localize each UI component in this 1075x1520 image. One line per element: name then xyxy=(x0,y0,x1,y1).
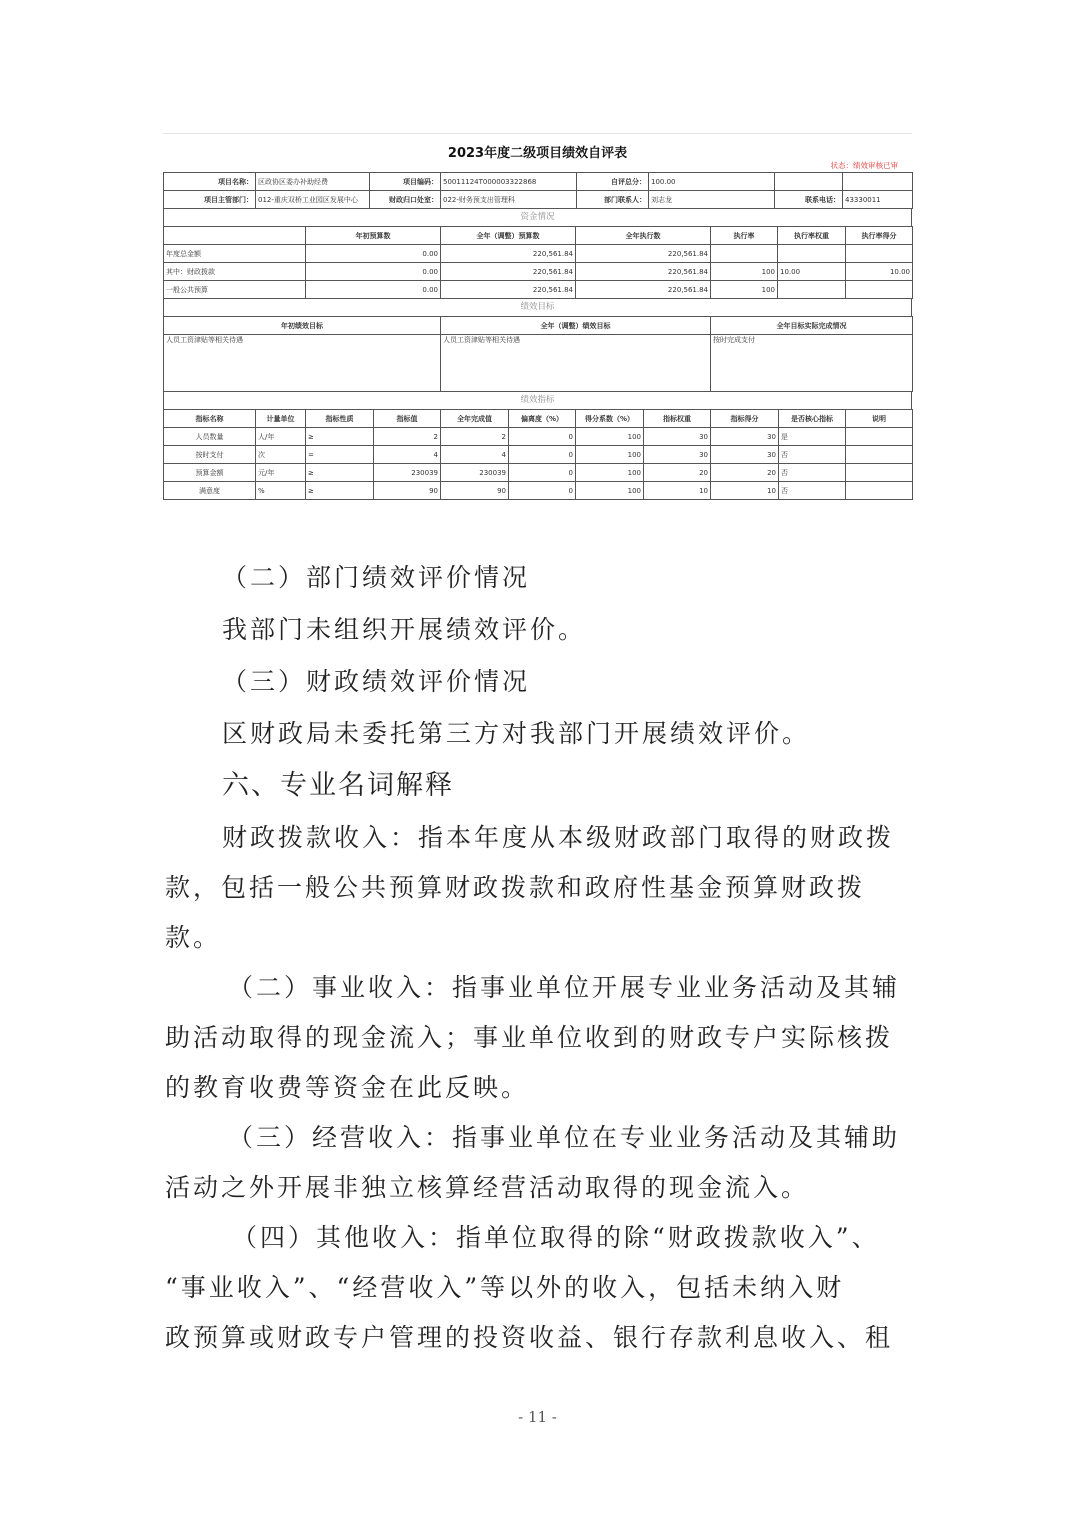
funds-cell: 100 xyxy=(711,281,778,299)
goals-header: 全年（调整）绩效目标 xyxy=(441,317,711,335)
funds-header: 执行率得分 xyxy=(846,227,913,245)
paragraph-line: “事业收入”、“经营收入”等以外的收入，包括未纳入财 xyxy=(165,1273,845,1302)
project-name-label: 项目名称： xyxy=(164,173,256,191)
indicator-cell: 0 xyxy=(509,464,576,482)
phone-label: 联系电话： xyxy=(775,191,843,209)
goals-header-row xyxy=(164,317,913,335)
dept-label: 项目主管部门： xyxy=(164,191,256,209)
funds-cell: 10.00 xyxy=(846,263,913,281)
dept-value: 012-重庆双桥工业园区发展中心 xyxy=(256,191,370,209)
paragraph-line: 款。 xyxy=(165,923,222,952)
indicator-cell: 10 xyxy=(711,482,779,500)
indicator-cell: ≥ xyxy=(306,482,374,500)
indicator-header: 指标名称 xyxy=(164,410,256,428)
goals-row xyxy=(164,335,913,392)
funds-header: 年初预算数 xyxy=(306,227,441,245)
indicator-cell: 按时支付 xyxy=(164,446,256,464)
funds-cell: 220,561.84 xyxy=(576,263,711,281)
office-label: 财政归口处室： xyxy=(370,191,441,209)
indicator-cell: 30 xyxy=(711,428,779,446)
status-label: 状态：绩效审核已审 xyxy=(830,161,898,170)
page-number: - 11 - xyxy=(518,1408,557,1426)
indicator-row xyxy=(164,464,913,482)
indicator-cell: 2 xyxy=(374,428,441,446)
project-code-value: 50011124T000003322868 xyxy=(441,173,577,191)
goal-actual: 按时完成支付 xyxy=(711,335,913,392)
indicator-header: 计量单位 xyxy=(256,410,306,428)
indicator-cell xyxy=(846,446,913,464)
funds-header: 全年执行数 xyxy=(576,227,711,245)
indicator-row xyxy=(164,446,913,464)
indicator-cell: 100 xyxy=(576,482,644,500)
funds-cell xyxy=(778,245,846,263)
contact-label: 部门联系人： xyxy=(577,191,649,209)
info-empty-cell xyxy=(843,173,913,191)
funds-cell: 220,561.84 xyxy=(441,263,576,281)
indicator-cell: 230039 xyxy=(441,464,509,482)
indicator-cell: 30 xyxy=(711,446,779,464)
funds-cell: 0.00 xyxy=(306,245,441,263)
funds-cell xyxy=(711,245,778,263)
funds-cell: 100 xyxy=(711,263,778,281)
indicator-header: 得分系数（%） xyxy=(576,410,644,428)
indicator-cell: 0 xyxy=(509,428,576,446)
funds-cell: 年度总金额 xyxy=(164,245,306,263)
info-empty-cell xyxy=(775,173,843,191)
indicator-cell: 满意度 xyxy=(164,482,256,500)
indicator-cell: = xyxy=(306,446,374,464)
funds-header: 执行率 xyxy=(711,227,778,245)
indicator-cell: 4 xyxy=(441,446,509,464)
section-heading-terms: 六、专业名词解释 xyxy=(222,770,454,801)
indicator-header: 指标值 xyxy=(374,410,441,428)
funds-cell: 其中：财政拨款 xyxy=(164,263,306,281)
indicator-header: 指标权重 xyxy=(644,410,711,428)
indicator-cell: 100 xyxy=(576,428,644,446)
sheet-title: 2023年度二级项目绩效自评表 xyxy=(447,146,628,161)
indicator-row xyxy=(164,482,913,500)
indicator-cell: 否 xyxy=(779,464,846,482)
indicator-cell: 元/年 xyxy=(256,464,306,482)
funds-cell: 220,561.84 xyxy=(576,245,711,263)
indicator-cell: 预算金额 xyxy=(164,464,256,482)
paragraph-line: 政预算或财政专户管理的投资收益、银行存款利息收入、租 xyxy=(165,1323,894,1352)
project-name-value: 区政协区委办补助经费 xyxy=(256,173,370,191)
indicator-cell: 否 xyxy=(779,446,846,464)
indicator-cell: % xyxy=(256,482,306,500)
goal-initial: 人员工资津贴等相关待遇 xyxy=(164,335,441,392)
indicators-header-row xyxy=(164,410,913,428)
paragraph-line: 财政拨款收入：指本年度从本级财政部门取得的财政拨 xyxy=(222,823,895,852)
funds-cell: 0.00 xyxy=(306,263,441,281)
indicator-cell: 90 xyxy=(441,482,509,500)
subheading-dept-evaluation: （二）部门绩效评价情况 xyxy=(222,563,531,592)
indicator-cell: 20 xyxy=(644,464,711,482)
funds-header: 执行率权重 xyxy=(778,227,846,245)
goal-adjusted: 人员工资津贴等相关待遇 xyxy=(441,335,711,392)
indicator-cell: 次 xyxy=(256,446,306,464)
indicator-cell: 20 xyxy=(711,464,779,482)
indicator-cell: 30 xyxy=(644,428,711,446)
funds-section-title: 资金情况 xyxy=(163,209,912,226)
paragraph-line: （四）其他收入：指单位取得的除“财政拨款收入”、 xyxy=(232,1223,880,1252)
funds-row xyxy=(164,245,913,263)
contact-value: 刘志龙 xyxy=(649,191,775,209)
funds-header-row xyxy=(164,227,913,245)
indicator-cell xyxy=(846,428,913,446)
goals-table xyxy=(163,316,913,392)
indicator-cell: 人员数量 xyxy=(164,428,256,446)
funds-cell: 220,561.84 xyxy=(441,245,576,263)
funds-cell: 220,561.84 xyxy=(576,281,711,299)
indicator-cell: 30 xyxy=(644,446,711,464)
info-row-2 xyxy=(164,191,913,209)
funds-cell xyxy=(846,245,913,263)
goals-header: 年初绩效目标 xyxy=(164,317,441,335)
paragraph-line: （二）事业收入：指事业单位开展专业业务活动及其辅 xyxy=(228,973,901,1002)
paragraph-line: 助活动取得的现金流入；事业单位收到的财政专户实际核拨 xyxy=(165,1023,894,1052)
paragraph: 我部门未组织开展绩效评价。 xyxy=(222,615,587,644)
paragraph-line: 的教育收费等资金在此反映。 xyxy=(165,1073,530,1102)
indicators-table xyxy=(163,409,913,500)
indicators-section-title: 绩效指标 xyxy=(163,392,912,409)
indicator-cell: 90 xyxy=(374,482,441,500)
indicator-header: 说明 xyxy=(846,410,913,428)
office-value: 022-财务预支出管理科 xyxy=(441,191,577,209)
project-code-label: 项目编码： xyxy=(370,173,441,191)
paragraph-line: （三）经营收入：指事业单位在专业业务活动及其辅助 xyxy=(228,1123,901,1152)
indicator-cell: 10 xyxy=(644,482,711,500)
indicator-header: 指标性质 xyxy=(306,410,374,428)
funds-cell: 10.00 xyxy=(778,263,846,281)
indicator-cell xyxy=(846,482,913,500)
indicator-cell: 否 xyxy=(779,482,846,500)
indicator-cell: 是 xyxy=(779,428,846,446)
indicator-header: 全年完成值 xyxy=(441,410,509,428)
indicator-header: 偏离度（%） xyxy=(509,410,576,428)
indicator-cell: ≥ xyxy=(306,428,374,446)
indicator-cell: 0 xyxy=(509,482,576,500)
funds-cell: 一般公共预算 xyxy=(164,281,306,299)
subheading-finance-evaluation: （三）财政绩效评价情况 xyxy=(222,667,531,696)
indicator-cell: 4 xyxy=(374,446,441,464)
indicator-cell: 人/年 xyxy=(256,428,306,446)
self-score-value: 100.00 xyxy=(649,173,775,191)
indicator-cell: 100 xyxy=(576,446,644,464)
paragraph-line: 款，包括一般公共预算财政拨款和政府性基金预算财政拨 xyxy=(165,873,866,902)
indicator-cell: 230039 xyxy=(374,464,441,482)
goals-section-title: 绩效目标 xyxy=(163,299,912,316)
funds-cell: 220,561.84 xyxy=(441,281,576,299)
goals-header: 全年目标实际完成情况 xyxy=(711,317,913,335)
indicator-cell: 2 xyxy=(441,428,509,446)
indicator-header: 是否核心指标 xyxy=(779,410,846,428)
performance-self-evaluation-sheet xyxy=(163,133,912,500)
funds-row xyxy=(164,281,913,299)
indicator-cell xyxy=(846,464,913,482)
info-row-1 xyxy=(164,173,913,191)
self-score-label: 自评总分： xyxy=(577,173,649,191)
funds-table xyxy=(163,226,913,299)
funds-header: 全年（调整）预算数 xyxy=(441,227,576,245)
funds-row xyxy=(164,263,913,281)
funds-header xyxy=(164,227,306,245)
indicator-row xyxy=(164,428,913,446)
indicator-header: 指标得分 xyxy=(711,410,779,428)
paragraph: 区财政局未委托第三方对我部门开展绩效评价。 xyxy=(222,719,811,748)
indicator-cell: 100 xyxy=(576,464,644,482)
project-info-table xyxy=(163,172,913,209)
funds-cell xyxy=(846,281,913,299)
funds-cell xyxy=(778,281,846,299)
indicator-cell: 0 xyxy=(509,446,576,464)
phone-value: 43330011 xyxy=(843,191,913,209)
paragraph-line: 活动之外开展非独立核算经营活动取得的现金流入。 xyxy=(165,1173,810,1202)
indicator-cell: ≥ xyxy=(306,464,374,482)
funds-cell: 0.00 xyxy=(306,281,441,299)
